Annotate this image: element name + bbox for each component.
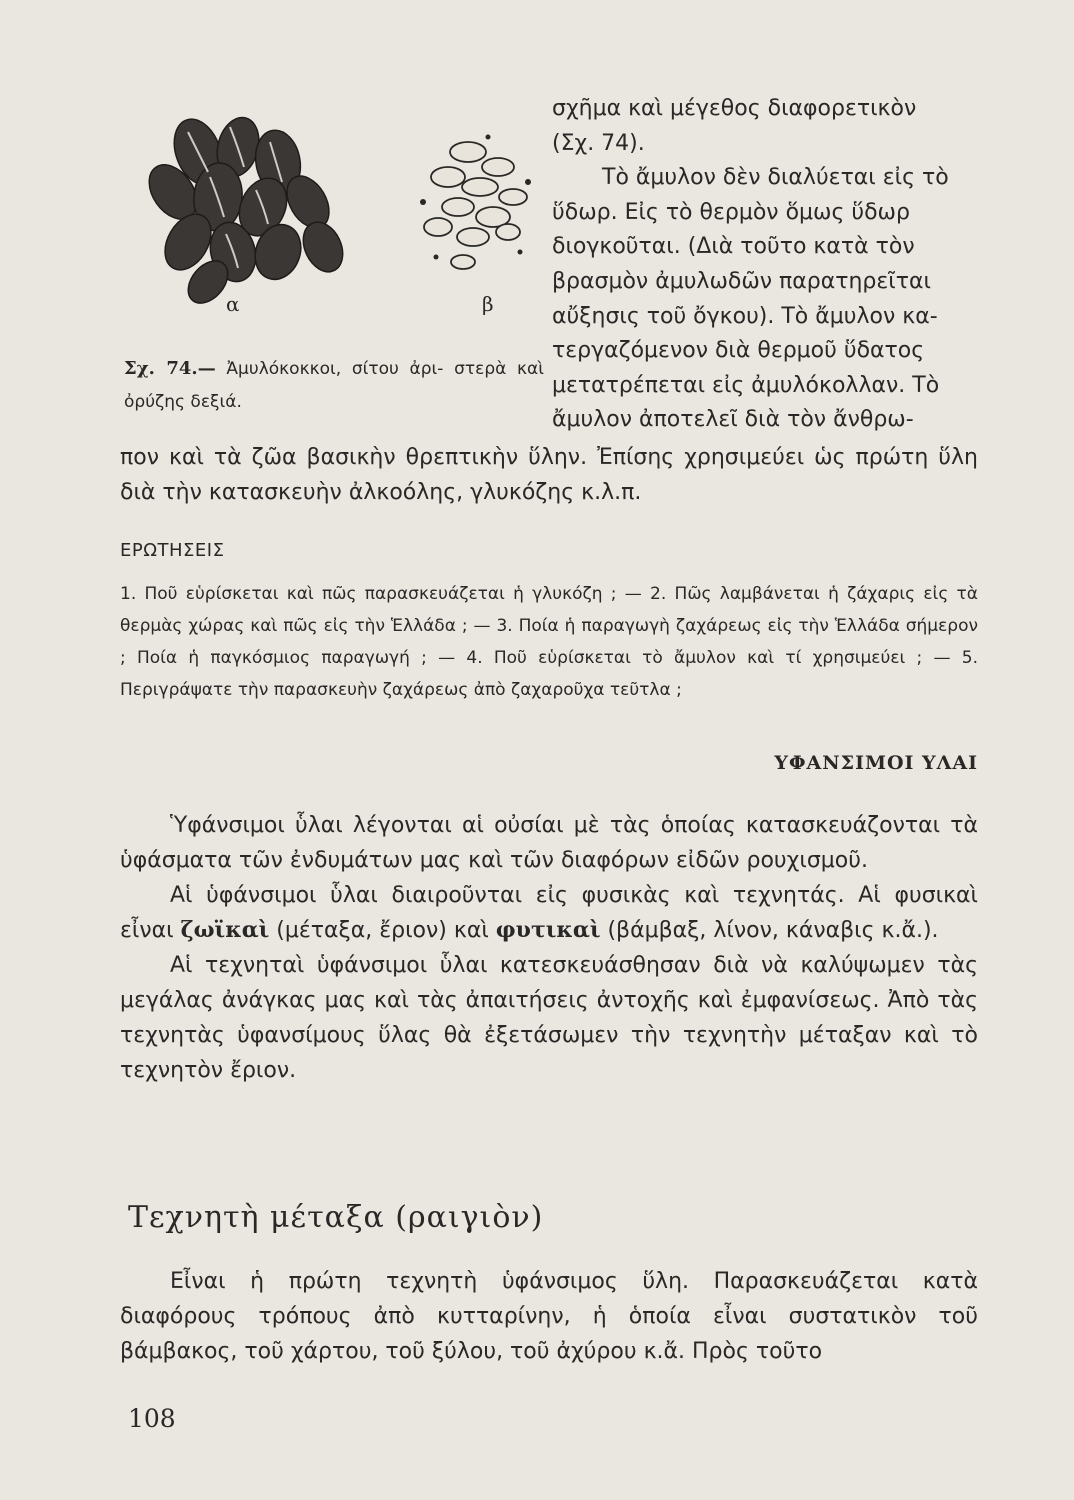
figure-label-a: α [226,292,240,316]
section-paragraph-2 [120,878,978,948]
side-text-line: αὔξησις τοῦ ὄγκου). Τὸ ἄμυλον κα- [552,303,938,329]
bold-term-fytikai: φυτικαὶ [495,917,601,943]
section-heading: ΥΦΑΝΣΙΜΟΙ ΥΛΑΙ [774,752,978,774]
side-text-line: ὕδωρ. Εἰς τὸ θερμὸν ὅμως ὕδωρ [552,199,910,225]
bold-term-zoikai: ζωϊκαὶ [180,917,270,943]
section-body [120,808,978,1088]
page-number: 108 [128,1404,176,1433]
paragraph-2-middle: (μέταξα, ἔριον) καὶ [276,918,489,943]
side-text-column [552,92,978,438]
section-paragraph-1: Ὑφάνσιμοι ὗλαι λέγονται αἱ οὐσίαι μὲ τὰς ὁποίας κατασκευάζονται τὰ ὑφάσματα τῶν ἐνδυμάτων μας καὶ τῶν διαφόρων εἰδῶν ρουχισμοῦ. [120,813,978,873]
continuation-text: πον καὶ τὰ ζῶα βασικὴν θρεπτικὴν ὕλην. Ἐπίσης χρησιμεύει ὡς πρώτη ὕλη διὰ τὴν κατασκευὴν ἀλκοόλης, γλυκόζης κ.λ.π. [120,445,978,505]
figure-caption-text: Ἀμυλόκοκκοι, σίτου ἀρι- στερὰ καὶ ὀρύζης δεξιά. [124,359,544,412]
subsection-body [120,1264,978,1369]
subsection-heading: Τεχνητὴ μέταξα (ραιγιὸν) [128,1200,544,1235]
questions-heading: ΕΡΩΤΗΣΕΙΣ [120,540,225,561]
side-text-line: μετατρέπεται εἰς ἀμυλόκολλαν. Τὸ [552,372,940,398]
paragraph-2-start: Αἱ ὑφάνσιμοι ὗλαι διαιροῦνται εἰς φυσικὰς καὶ τεχνητάς. Αἱ φυσικαὶ εἶναι [120,883,978,943]
figure-caption-prefix: Σχ. 74.— [124,358,216,379]
side-text-line: βρασμὸν ἀμυλωδῶν παρατηρεῖται [552,268,931,294]
side-text-line: σχῆμα καὶ μέγεθος διαφορετικὸν [552,96,917,121]
side-text-line: ἄμυλον ἀποτελεῖ διὰ τὸν ἄνθρω- [552,407,914,433]
side-text-line: τεργαζόμενον διὰ θερμοῦ ὕδατος [552,338,925,364]
figure-caption [124,352,544,419]
continuation-paragraph [120,440,978,510]
side-text-line: (Σχ. 74). [552,130,645,156]
paragraph-2-end: (βάμβαξ, λίνον, κάναβις κ.ἄ.). [607,918,939,943]
questions-text: 1. Ποῦ εὑρίσκεται καὶ πῶς παρασκευάζεται ἡ γλυκόζη ; — 2. Πῶς λαμβάνεται ἡ ζάχαρις εἰς τὰ θερμὰς χώρας καὶ πῶς εἰς τὴν Ἑλλάδα ; — 3. Ποία ἡ παραγωγὴ ζαχάρεως εἰς τὴν Ἑλλάδα σήμερον ; Ποία ἡ παγκόσμιος παραγωγή ; — 4. Ποῦ εὑρίσκεται τὸ ἄμυλον καὶ τί χρησιμεύει ; — 5. Περιγράψατε τὴν παρασκευὴν ζαχάρεως ἀπὸ ζαχαροῦχα τεῦτλα ; [120,584,978,700]
section-paragraph-3: Αἱ τεχνηταὶ ὑφάνσιμοι ὗλαι κατεσκευάσθησαν διὰ νὰ καλύψωμεν τὰς μεγάλας ἀνάγκας μας καὶ τὰς ἀπαιτήσεις ἀντοχῆς καὶ ἐμφανίσεως. Ἀπὸ τὰς τεχνητὰς ὑφανσίμους ὕλας θὰ ἐξετάσωμεν τὴν τεχνητὴν μέταξαν καὶ τὸ τεχνητὸν ἔριον. [120,953,978,1083]
subsection-paragraph-1: Εἶναι ἡ πρώτη τεχνητὴ ὑφάνσιμος ὕλη. Παρασκευάζεται κατὰ διαφόρους τρόπους ἀπὸ κυτταρίνην, ἡ ὁποία εἶναι συστατικὸν τοῦ βάμβακος, τοῦ χάρτου, τοῦ ξύλου, τοῦ ἀχύρου κ.ἄ. Πρὸς τοῦτο [120,1269,978,1364]
figure-label-b: β [482,292,494,316]
side-text-line: Τὸ ἄμυλον δὲν διαλύεται εἰς τὸ [602,165,949,191]
side-text-line: διογκοῦται. (Διὰ τοῦτο κατὰ τὸν [552,234,915,260]
